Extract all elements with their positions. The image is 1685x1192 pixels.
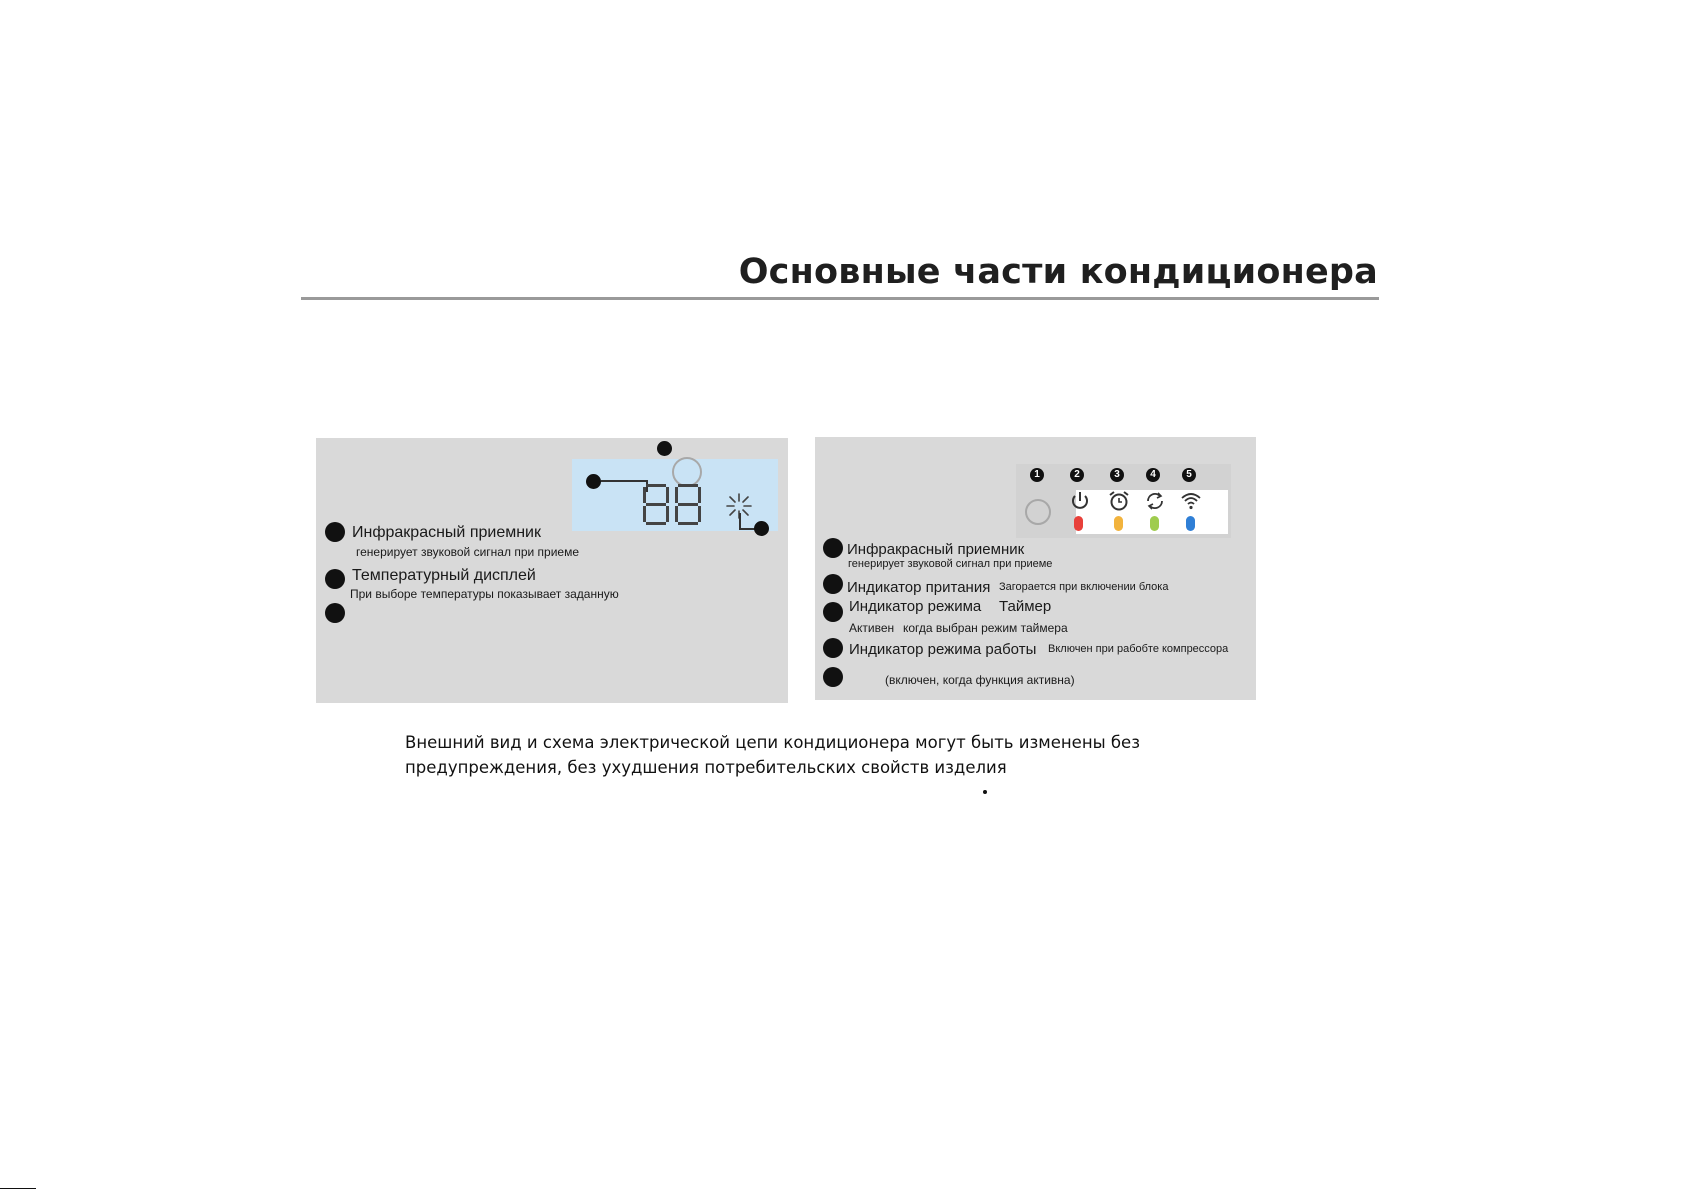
right-list-marker-4 <box>823 638 843 658</box>
list-marker-3 <box>325 603 345 623</box>
led-run-green <box>1150 516 1159 531</box>
callout-marker-fan <box>754 521 769 536</box>
left-panel-lcd-display <box>316 438 788 703</box>
callout-marker-display <box>586 474 601 489</box>
notice-line-1: Внешний вид и схема электрической цепи кондиционера могут быть изменены без <box>405 733 1140 752</box>
ir-receiver-window <box>1025 499 1051 525</box>
right-item-5-desc: (включен, когда функция активна) <box>885 673 1075 687</box>
item-2-title: Температурный дисплей <box>352 567 536 584</box>
callout-leader-bracket <box>739 513 741 529</box>
right-item-1-title: Инфракрасный приемник <box>847 541 1025 558</box>
list-marker-1 <box>325 522 345 542</box>
right-item-3-title-extra: Таймер <box>999 598 1052 615</box>
right-item-4-title: Индикатор режима работы <box>849 641 1037 658</box>
led-wifi-blue <box>1186 516 1195 531</box>
disclaimer-notice <box>405 730 1140 780</box>
indicator-number-4: 4 <box>1146 468 1160 482</box>
ir-receiver-ring <box>672 457 702 487</box>
led-power-red <box>1074 516 1083 531</box>
page-title: Основные части кондиционера <box>738 252 1378 292</box>
notice-line-2: предупреждения, без ухудшения потребительских свойств изделия <box>405 758 1007 777</box>
right-list-marker-1 <box>823 538 843 558</box>
stray-dot <box>983 790 987 794</box>
right-list-marker-2 <box>823 574 843 594</box>
power-icon <box>1069 491 1091 511</box>
indicator-number-5: 5 <box>1182 468 1196 482</box>
right-panel-led-indicators <box>815 437 1256 700</box>
lcd-display-window <box>572 459 778 531</box>
indicator-icon-strip <box>1076 490 1228 534</box>
right-list-marker-3 <box>823 602 843 622</box>
wifi-icon <box>1180 491 1202 511</box>
right-item-3-desc-extra: когда выбран режим таймера <box>903 621 1068 635</box>
right-item-3-desc: Активен <box>849 621 895 635</box>
title-underline <box>301 297 1379 300</box>
item-1-desc: генерирует звуковой сигнал при приеме <box>356 545 579 559</box>
right-item-1-desc: генерирует звуковой сигнал при приеме <box>848 558 1053 570</box>
right-item-3-title: Индикатор режима <box>849 598 982 615</box>
item-1-title: Инфракрасный приемник <box>352 524 541 541</box>
callout-marker-ir <box>657 441 672 456</box>
indicator-number-1: 1 <box>1030 468 1044 482</box>
list-marker-2 <box>325 569 345 589</box>
page-edge-mark <box>0 1188 36 1189</box>
indicator-number-2: 2 <box>1070 468 1084 482</box>
alarm-clock-icon <box>1108 490 1130 512</box>
right-item-2-desc: Загорается при включении блока <box>999 581 1169 593</box>
right-item-2-title: Индикатор притания <box>847 579 991 596</box>
right-list-marker-5 <box>823 667 843 687</box>
led-indicator-panel <box>1016 464 1231 538</box>
indicator-number-3: 3 <box>1110 468 1124 482</box>
callout-leader-line <box>601 480 648 482</box>
led-timer-orange <box>1114 516 1123 531</box>
seven-segment-digits <box>642 484 702 526</box>
cycle-icon <box>1144 491 1166 511</box>
item-2-desc: При выборе температуры показывает заданную <box>350 587 619 601</box>
right-item-4-desc: Включен при рабобте компрессора <box>1048 643 1229 655</box>
